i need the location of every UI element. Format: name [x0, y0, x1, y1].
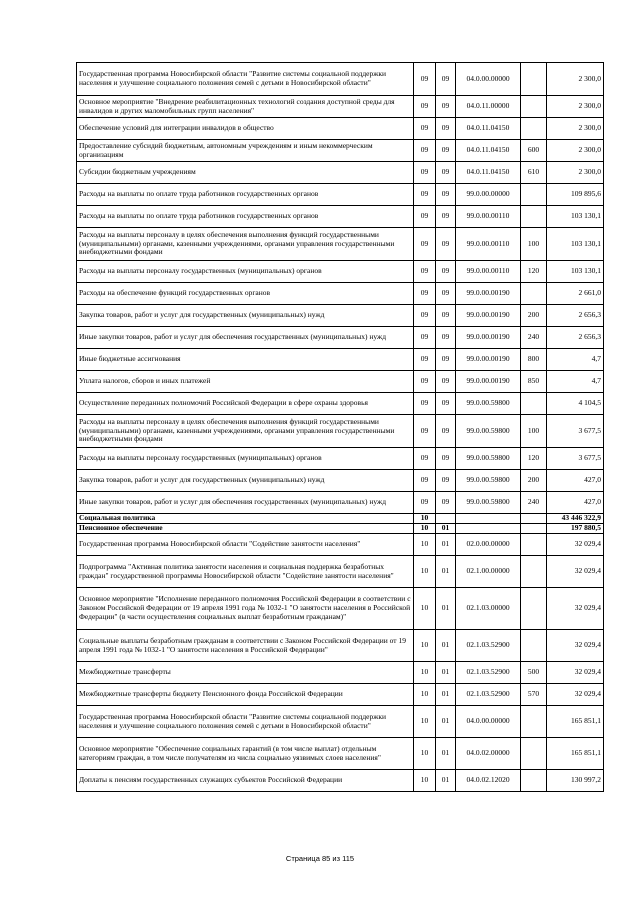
row-expense-type-cell: 500: [521, 662, 547, 684]
row-target-article-cell: 99.0.00.59800: [456, 492, 521, 514]
row-target-article-cell: 02.1.00.00000: [456, 556, 521, 588]
row-target-article-cell: 04.0.11.04150: [456, 140, 521, 162]
row-subsection-cell: [436, 514, 456, 524]
row-target-article-cell: [456, 524, 521, 534]
row-name-cell: Расходы на выплаты по оплате труда работников государственных органов: [77, 206, 414, 228]
row-expense-type-cell: [521, 206, 547, 228]
row-name-cell: Основное мероприятие "Исполнение переданного полномочия Российской Федерации в соответствии с Законом Российской Федерации от 19 апреля 1991 года № 1032-1 "О занятости населения в Российской Федерации" (в части осуществления социальных выплат безработным гражданам)": [77, 588, 414, 630]
row-target-article-cell: 04.0.02.00000: [456, 738, 521, 770]
row-amount-cell: 109 895,6: [547, 184, 604, 206]
row-expense-type-cell: [521, 524, 547, 534]
row-name-cell: Межбюджетные трансферты: [77, 662, 414, 684]
row-section-cell: 10: [414, 770, 436, 792]
row-section-cell: 09: [414, 349, 436, 371]
row-target-article-cell: 99.0.00.59800: [456, 448, 521, 470]
row-section-cell: 10: [414, 738, 436, 770]
row-section-cell: 09: [414, 206, 436, 228]
row-subsection-cell: 01: [436, 588, 456, 630]
row-amount-cell: 32 029,4: [547, 534, 604, 556]
table-row: [77, 261, 604, 283]
row-section-cell: 09: [414, 118, 436, 140]
row-target-article-cell: 02.1.03.52900: [456, 662, 521, 684]
row-section-cell: 09: [414, 470, 436, 492]
row-expense-type-cell: [521, 283, 547, 305]
row-section-cell: 09: [414, 140, 436, 162]
row-subsection-cell: 09: [436, 162, 456, 184]
row-amount-cell: 2 300,0: [547, 162, 604, 184]
row-section-cell: 09: [414, 305, 436, 327]
table-row: [77, 492, 604, 514]
row-target-article-cell: [456, 514, 521, 524]
page-footer: Страница 85 из 115: [285, 854, 355, 863]
row-section-cell: 09: [414, 162, 436, 184]
row-expense-type-cell: 200: [521, 470, 547, 492]
row-target-article-cell: 99.0.00.00110: [456, 228, 521, 261]
row-amount-cell: 2 300,0: [547, 118, 604, 140]
row-section-cell: 09: [414, 327, 436, 349]
row-subsection-cell: 01: [436, 770, 456, 792]
row-target-article-cell: 04.0.11.04150: [456, 118, 521, 140]
row-expense-type-cell: 240: [521, 492, 547, 514]
row-target-article-cell: 99.0.00.00110: [456, 206, 521, 228]
row-target-article-cell: 99.0.00.00000: [456, 184, 521, 206]
row-section-cell: 10: [414, 706, 436, 738]
row-section-cell: 09: [414, 261, 436, 283]
row-name-cell: Закупка товаров, работ и услуг для государственных (муниципальных) нужд: [77, 305, 414, 327]
table-row: [77, 184, 604, 206]
row-target-article-cell: 99.0.00.00190: [456, 349, 521, 371]
table-row: [77, 684, 604, 706]
row-section-cell: 10: [414, 684, 436, 706]
row-subsection-cell: 01: [436, 524, 456, 534]
row-target-article-cell: 02.1.03.52900: [456, 630, 521, 662]
row-expense-type-cell: 800: [521, 349, 547, 371]
row-expense-type-cell: 570: [521, 684, 547, 706]
row-target-article-cell: 99.0.00.00190: [456, 305, 521, 327]
row-name-cell: Закупка товаров, работ и услуг для государственных (муниципальных) нужд: [77, 470, 414, 492]
row-subsection-cell: 01: [436, 684, 456, 706]
table-row: [77, 588, 604, 630]
row-subsection-cell: 09: [436, 261, 456, 283]
row-amount-cell: 427,0: [547, 492, 604, 514]
row-amount-cell: 32 029,4: [547, 588, 604, 630]
row-section-cell: 10: [414, 630, 436, 662]
table-row: [77, 662, 604, 684]
row-expense-type-cell: 600: [521, 140, 547, 162]
row-name-cell: Государственная программа Новосибирской области "Развитие системы социальной поддержки населения и улучшение социального положения семей с детьми в Новосибирской области": [77, 706, 414, 738]
table-row: [77, 393, 604, 415]
row-section-cell: 09: [414, 184, 436, 206]
row-name-cell: Расходы на выплаты персоналу в целях обеспечения выполнения функций государственными (муниципальными) органами, казенными учреждениями, органами управления государственными внебюджетными фондами: [77, 228, 414, 261]
row-amount-cell: 4,7: [547, 371, 604, 393]
row-section-cell: 10: [414, 524, 436, 534]
row-expense-type-cell: [521, 63, 547, 96]
row-subsection-cell: 01: [436, 630, 456, 662]
row-expense-type-cell: [521, 588, 547, 630]
row-expense-type-cell: 240: [521, 327, 547, 349]
row-expense-type-cell: 100: [521, 415, 547, 448]
row-name-cell: Межбюджетные трансферты бюджету Пенсионного фонда Российской Федерации: [77, 684, 414, 706]
row-name-cell: Социальная политика: [77, 514, 414, 524]
row-name-cell: Пенсионное обеспечение: [77, 524, 414, 534]
row-target-article-cell: 02.1.03.00000: [456, 588, 521, 630]
row-target-article-cell: 04.0.02.12020: [456, 770, 521, 792]
row-name-cell: Расходы на обеспечение функций государственных органов: [77, 283, 414, 305]
row-subsection-cell: 01: [436, 556, 456, 588]
table-row: [77, 140, 604, 162]
row-name-cell: Основное мероприятие "Внедрение реабилитационных технологий создания доступной среды для инвалидов и других маломобильных групп населения": [77, 96, 414, 118]
row-expense-type-cell: [521, 393, 547, 415]
row-subsection-cell: 09: [436, 96, 456, 118]
row-subsection-cell: 09: [436, 184, 456, 206]
row-amount-cell: 165 851,1: [547, 706, 604, 738]
row-target-article-cell: 02.0.00.00000: [456, 534, 521, 556]
row-expense-type-cell: 120: [521, 448, 547, 470]
table-row: [77, 283, 604, 305]
row-name-cell: Доплаты к пенсиям государственных служащих субъектов Российской Федерации: [77, 770, 414, 792]
row-expense-type-cell: [521, 118, 547, 140]
row-expense-type-cell: [521, 706, 547, 738]
row-target-article-cell: 04.0.00.00000: [456, 63, 521, 96]
table-row: [77, 228, 604, 261]
row-target-article-cell: 04.0.11.04150: [456, 162, 521, 184]
row-subsection-cell: 09: [436, 492, 456, 514]
row-amount-cell: 103 130,1: [547, 206, 604, 228]
row-name-cell: Субсидии бюджетным учреждениям: [77, 162, 414, 184]
row-name-cell: Социальные выплаты безработным гражданам в соответствии с Законом Российской Федерации от 19 апреля 1991 года № 1032-1 "О занятости населения в Российской Федерации": [77, 630, 414, 662]
row-target-article-cell: 02.1.03.52900: [456, 684, 521, 706]
row-expense-type-cell: [521, 514, 547, 524]
row-subsection-cell: 01: [436, 738, 456, 770]
row-target-article-cell: 99.0.00.59800: [456, 393, 521, 415]
budget-table-page: [76, 62, 604, 792]
row-subsection-cell: 09: [436, 371, 456, 393]
row-amount-cell: 2 656,3: [547, 327, 604, 349]
row-name-cell: Подпрограмма "Активная политика занятости населения и социальная поддержка безработных граждан" государственной программы Новосибирской области "Содействие занятости населения": [77, 556, 414, 588]
row-section-cell: 09: [414, 283, 436, 305]
row-name-cell: Обеспечение условий для интеграции инвалидов в общество: [77, 118, 414, 140]
row-name-cell: Иные закупки товаров, работ и услуг для обеспечения государственных (муниципальных) нужд: [77, 327, 414, 349]
row-amount-cell: 32 029,4: [547, 662, 604, 684]
row-amount-cell: 43 446 322,9: [547, 514, 604, 524]
row-amount-cell: 32 029,4: [547, 556, 604, 588]
row-target-article-cell: 99.0.00.59800: [456, 415, 521, 448]
row-name-cell: Иные бюджетные ассигнования: [77, 349, 414, 371]
row-expense-type-cell: 850: [521, 371, 547, 393]
row-target-article-cell: 99.0.00.00190: [456, 327, 521, 349]
row-subsection-cell: 09: [436, 118, 456, 140]
row-amount-cell: 32 029,4: [547, 630, 604, 662]
row-expense-type-cell: 120: [521, 261, 547, 283]
row-subsection-cell: 09: [436, 63, 456, 96]
row-amount-cell: 2 656,3: [547, 305, 604, 327]
table-row: [77, 371, 604, 393]
row-name-cell: Основное мероприятие "Обеспечение социальных гарантий (в том числе выплат) отдельным категориям граждан, в том числе получателям из числа социально уязвимых слоев населения": [77, 738, 414, 770]
table-row: [77, 534, 604, 556]
row-name-cell: Иные закупки товаров, работ и услуг для обеспечения государственных (муниципальных) нужд: [77, 492, 414, 514]
row-expense-type-cell: [521, 534, 547, 556]
row-section-cell: 10: [414, 534, 436, 556]
row-amount-cell: 2 300,0: [547, 96, 604, 118]
row-amount-cell: 32 029,4: [547, 684, 604, 706]
row-amount-cell: 3 677,5: [547, 448, 604, 470]
row-name-cell: Государственная программа Новосибирской области "Содействие занятости населения": [77, 534, 414, 556]
row-amount-cell: 4 104,5: [547, 393, 604, 415]
table-row: [77, 706, 604, 738]
row-amount-cell: 197 880,5: [547, 524, 604, 534]
row-name-cell: Предоставление субсидий бюджетным, автономным учреждениям и иным некоммерческим организациям: [77, 140, 414, 162]
row-section-cell: 09: [414, 63, 436, 96]
row-section-cell: 09: [414, 492, 436, 514]
row-subsection-cell: 01: [436, 534, 456, 556]
row-section-cell: 10: [414, 556, 436, 588]
row-expense-type-cell: [521, 630, 547, 662]
row-expense-type-cell: 610: [521, 162, 547, 184]
row-subsection-cell: 09: [436, 206, 456, 228]
table-row: [77, 738, 604, 770]
row-target-article-cell: 99.0.00.59800: [456, 470, 521, 492]
table-row: [77, 630, 604, 662]
table-row: [77, 470, 604, 492]
row-expense-type-cell: 200: [521, 305, 547, 327]
row-target-article-cell: 04.0.11.00000: [456, 96, 521, 118]
row-name-cell: Расходы на выплаты персоналу государственных (муниципальных) органов: [77, 448, 414, 470]
row-amount-cell: 130 997,2: [547, 770, 604, 792]
row-subsection-cell: 09: [436, 349, 456, 371]
row-subsection-cell: 09: [436, 327, 456, 349]
table-row: [77, 349, 604, 371]
row-amount-cell: 3 677,5: [547, 415, 604, 448]
row-amount-cell: 427,0: [547, 470, 604, 492]
table-row: [77, 118, 604, 140]
row-target-article-cell: 99.0.00.00110: [456, 261, 521, 283]
row-amount-cell: 165 851,1: [547, 738, 604, 770]
table-row: [77, 327, 604, 349]
table-row: [77, 162, 604, 184]
row-section-cell: 10: [414, 662, 436, 684]
row-subsection-cell: 09: [436, 283, 456, 305]
row-expense-type-cell: 100: [521, 228, 547, 261]
row-subsection-cell: 09: [436, 448, 456, 470]
table-row: [77, 63, 604, 96]
row-name-cell: Уплата налогов, сборов и иных платежей: [77, 371, 414, 393]
row-subsection-cell: 09: [436, 470, 456, 492]
row-subsection-cell: 09: [436, 415, 456, 448]
table-row: [77, 514, 604, 524]
row-section-cell: 09: [414, 415, 436, 448]
row-target-article-cell: 99.0.00.00190: [456, 371, 521, 393]
table-row: [77, 448, 604, 470]
row-expense-type-cell: [521, 96, 547, 118]
row-expense-type-cell: [521, 770, 547, 792]
budget-table: [76, 62, 604, 792]
row-name-cell: Осуществление переданных полномочий Российской Федерации в сфере охраны здоровья: [77, 393, 414, 415]
row-subsection-cell: 09: [436, 140, 456, 162]
row-expense-type-cell: [521, 556, 547, 588]
row-section-cell: 09: [414, 228, 436, 261]
row-amount-cell: 103 130,1: [547, 228, 604, 261]
row-subsection-cell: 09: [436, 228, 456, 261]
row-name-cell: Расходы на выплаты персоналу государственных (муниципальных) органов: [77, 261, 414, 283]
row-expense-type-cell: [521, 184, 547, 206]
table-row: [77, 415, 604, 448]
row-section-cell: 10: [414, 514, 436, 524]
row-section-cell: 09: [414, 448, 436, 470]
table-row: [77, 770, 604, 792]
row-amount-cell: 2 300,0: [547, 140, 604, 162]
row-subsection-cell: 09: [436, 393, 456, 415]
row-section-cell: 09: [414, 393, 436, 415]
row-target-article-cell: 99.0.00.00190: [456, 283, 521, 305]
row-amount-cell: 103 130,1: [547, 261, 604, 283]
row-section-cell: 09: [414, 371, 436, 393]
row-amount-cell: 2 300,0: [547, 63, 604, 96]
row-name-cell: Расходы на выплаты по оплате труда работников государственных органов: [77, 184, 414, 206]
row-section-cell: 09: [414, 96, 436, 118]
table-row: [77, 206, 604, 228]
row-subsection-cell: 01: [436, 706, 456, 738]
row-expense-type-cell: [521, 738, 547, 770]
row-amount-cell: 2 661,0: [547, 283, 604, 305]
table-row: [77, 305, 604, 327]
table-row: [77, 556, 604, 588]
row-name-cell: Расходы на выплаты персоналу в целях обеспечения выполнения функций государственными (муниципальными) органами, казенными учреждениями, органами управления государственными внебюджетными фондами: [77, 415, 414, 448]
row-target-article-cell: 04.0.00.00000: [456, 706, 521, 738]
row-name-cell: Государственная программа Новосибирской области "Развитие системы социальной поддержки населения и улучшение социального положения семей с детьми в Новосибирской области": [77, 63, 414, 96]
row-subsection-cell: 09: [436, 305, 456, 327]
row-subsection-cell: 01: [436, 662, 456, 684]
row-section-cell: 10: [414, 588, 436, 630]
table-row: [77, 524, 604, 534]
table-row: [77, 96, 604, 118]
row-amount-cell: 4,7: [547, 349, 604, 371]
